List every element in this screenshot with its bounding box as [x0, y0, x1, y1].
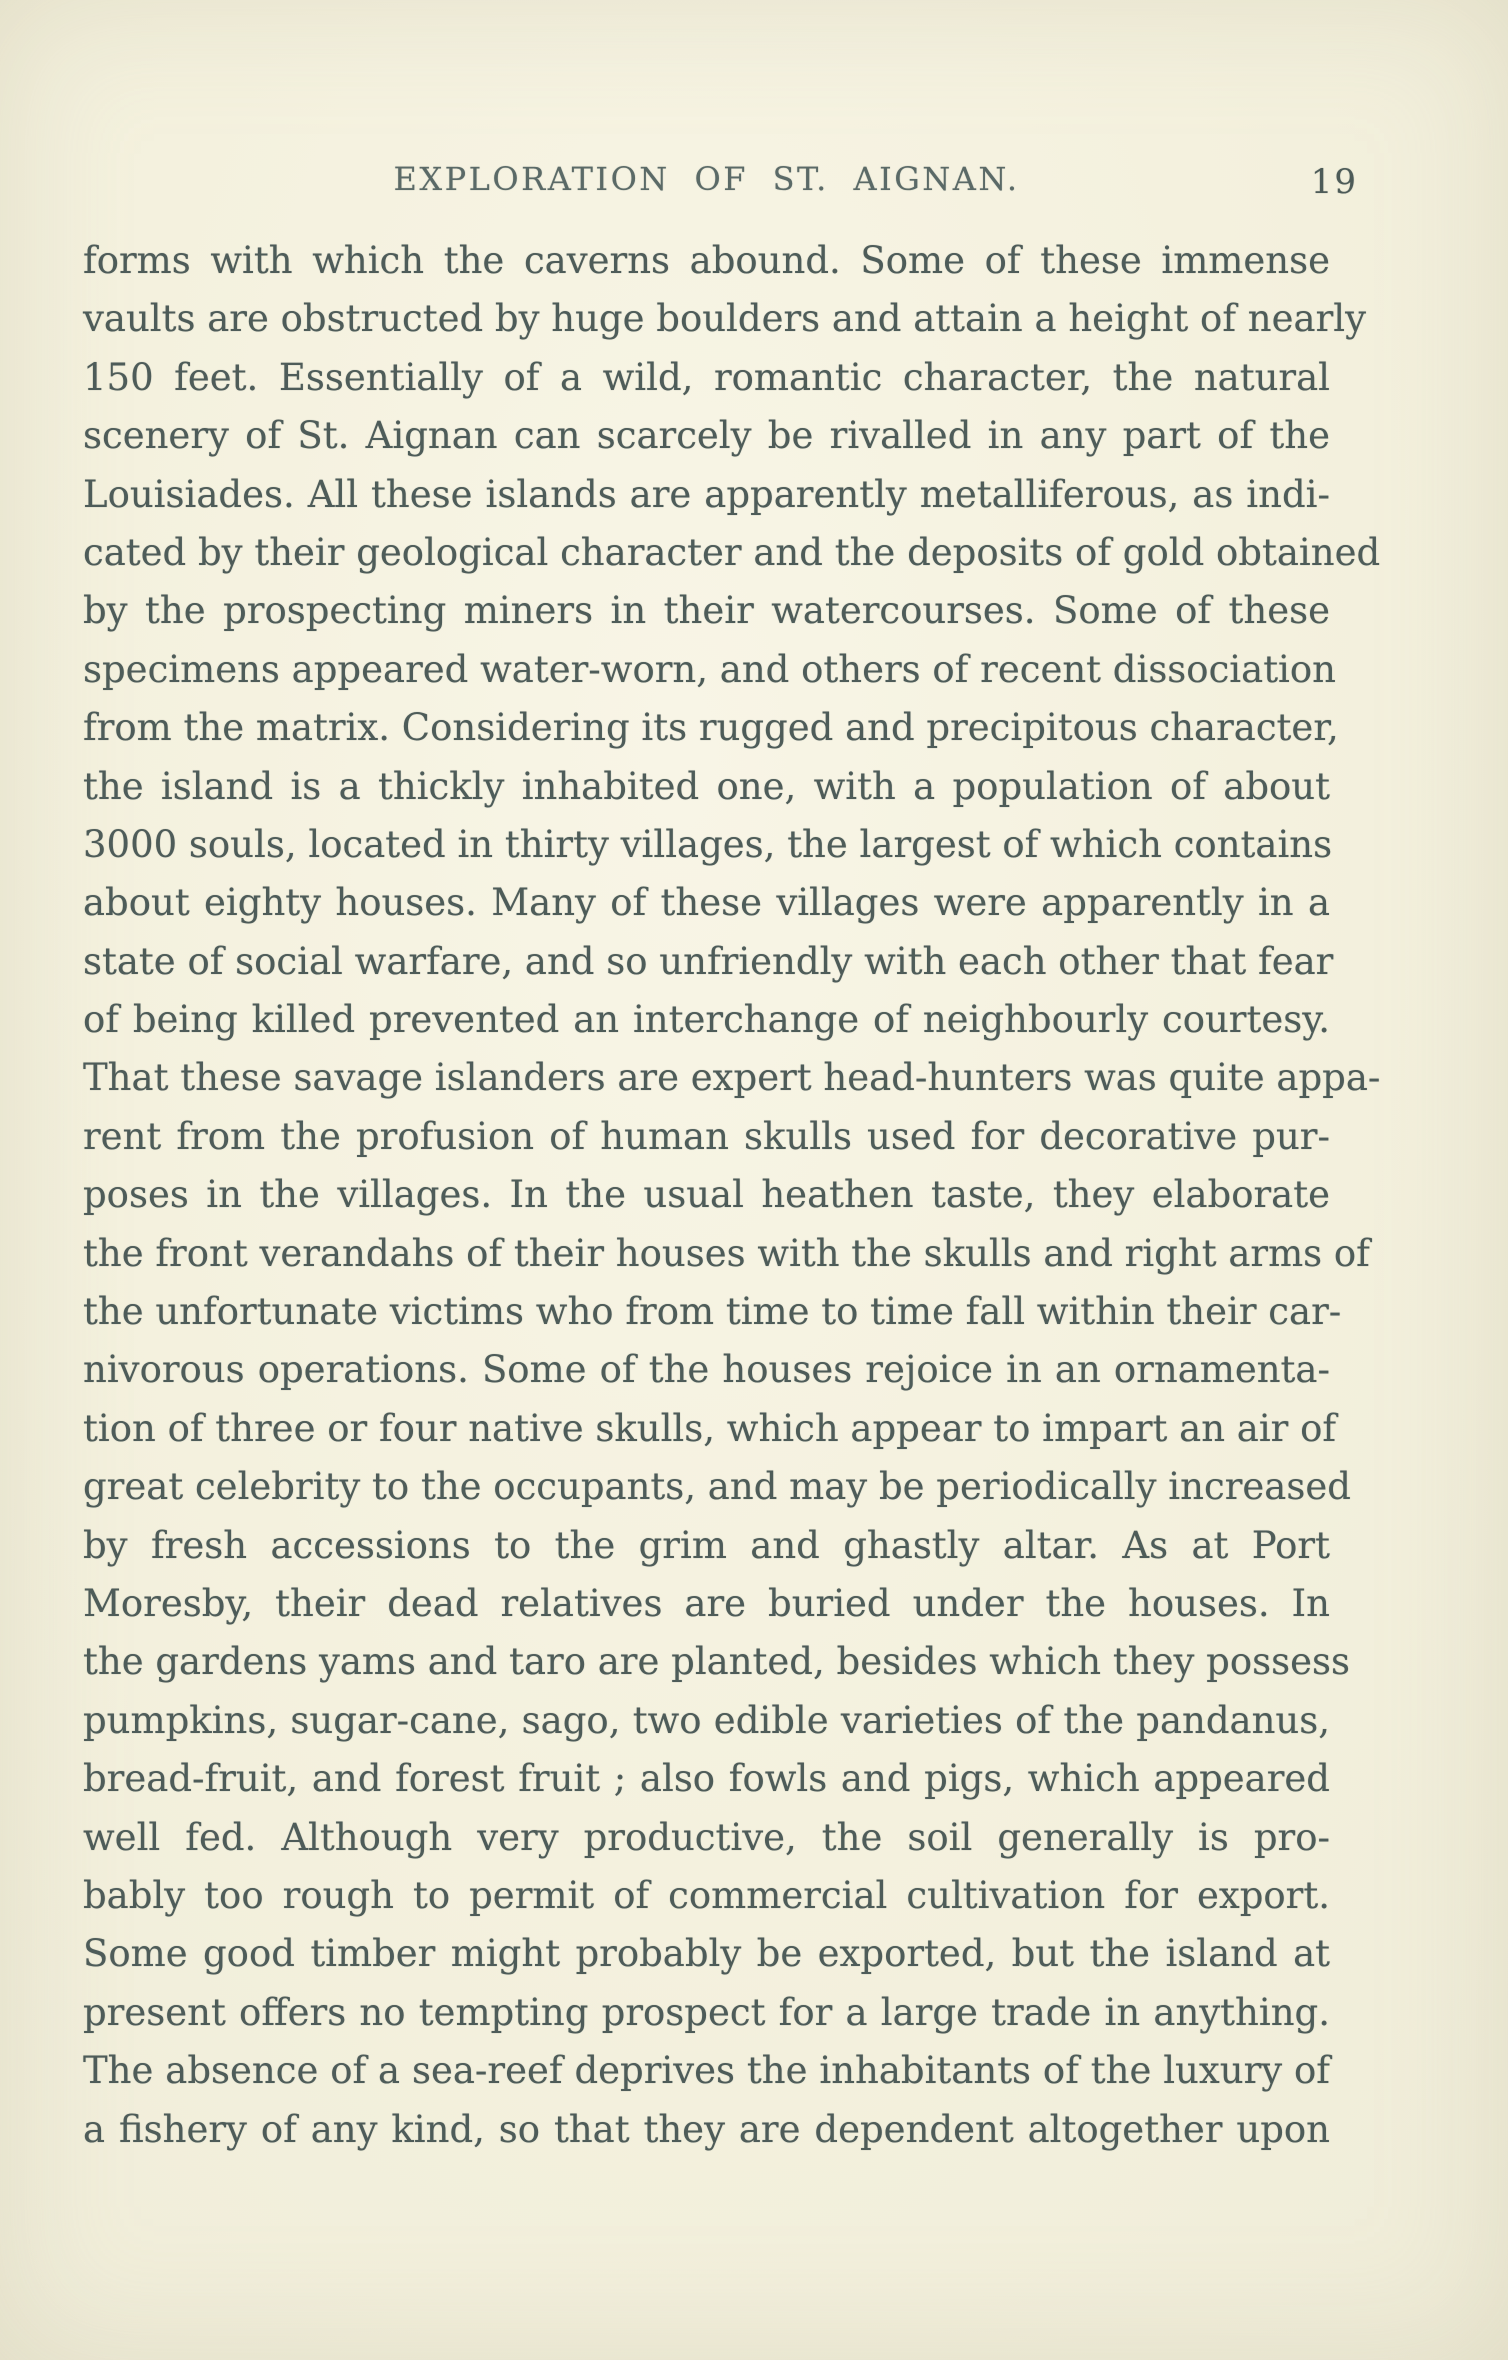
text-line: 3000 souls, located in thirty villages, the largest of which contains	[83, 822, 1333, 866]
text-line: The absence of a sea-reef deprives the inhabitants of the luxury of	[83, 2049, 1330, 2093]
text-line: tion of three or four native skulls, which appear to impart an air of	[83, 1406, 1337, 1450]
running-head	[83, 160, 1358, 204]
text-line: well fed. Although very productive, the soil generally is pro-	[83, 1815, 1330, 1859]
text-line: pumpkins, sugar-cane, sago, two edible varieties of the pandanus,	[83, 1698, 1330, 1742]
text-line: the unfortunate victims who from time to time fall within their car-	[83, 1290, 1342, 1334]
text-line: present offers no tempting prospect for a large trade in anything.	[83, 1990, 1330, 2034]
text-line: vaults are obstructed by huge boulders and attain a height of nearly	[83, 297, 1366, 341]
text-line: cated by their geological character and the deposits of gold obtained	[83, 530, 1381, 574]
text-line: the island is a thickly inhabited one, with a population of about	[83, 764, 1330, 808]
text-line: from the matrix. Considering its rugged and precipitous character,	[83, 706, 1339, 750]
page-number: 19	[1310, 162, 1358, 202]
text-line: nivorous operations. Some of the houses rejoice in an ornamenta-	[83, 1348, 1330, 1392]
body-text	[83, 232, 1381, 2159]
text-line: 150 feet. Essentially of a wild, romantic character, the natural	[83, 355, 1330, 399]
text-line: forms with which the caverns abound. Some of these immense	[83, 239, 1330, 282]
text-line: scenery of St. Aignan can scarcely be rivalled in any part of the	[83, 414, 1330, 458]
text-line: state of social warfare, and so unfriendly with each other that fear	[83, 939, 1334, 983]
text-line: Moresby, their dead relatives are buried under the houses. In	[83, 1581, 1330, 1625]
text-line: by the prospecting miners in their watercourses. Some of these	[83, 589, 1330, 633]
text-line: bread-fruit, and forest fruit ; also fowls and pigs, which appeared	[83, 1757, 1330, 1801]
page-header-title: EXPLORATION OF ST. AIGNAN.	[393, 160, 1020, 198]
text-line: about eighty houses. Many of these villages were apparently in a	[83, 881, 1330, 925]
text-line: poses in the villages. In the usual heathen taste, they elaborate	[83, 1173, 1330, 1217]
text-line: Louisiades. All these islands are apparently metalliferous, as indi-	[83, 472, 1330, 516]
text-line: a fishery of any kind, so that they are dependent altogether upon	[83, 2107, 1330, 2151]
text-line: Some good timber might probably be exported, but the island at	[83, 1932, 1330, 1976]
text-line: by fresh accessions to the grim and ghastly altar. As at Port	[83, 1523, 1330, 1567]
text-line: specimens appeared water-worn, and others of recent dissociation	[83, 647, 1336, 691]
text-line: That these savage islanders are expert head-hunters was quite appa-	[83, 1056, 1381, 1100]
text-line: the gardens yams and taro are planted, besides which they possess	[83, 1640, 1350, 1684]
text-line: of being killed prevented an interchange of neighbourly courtesy.	[83, 998, 1330, 1042]
text-line: the front verandahs of their houses with the skulls and right arms of	[83, 1231, 1370, 1275]
text-line: rent from the profusion of human skulls used for decorative pur-	[83, 1114, 1330, 1158]
text-line: bably too rough to permit of commercial cultivation for export.	[83, 1873, 1330, 1917]
text-line: great celebrity to the occupants, and may be periodically increased	[83, 1465, 1351, 1509]
